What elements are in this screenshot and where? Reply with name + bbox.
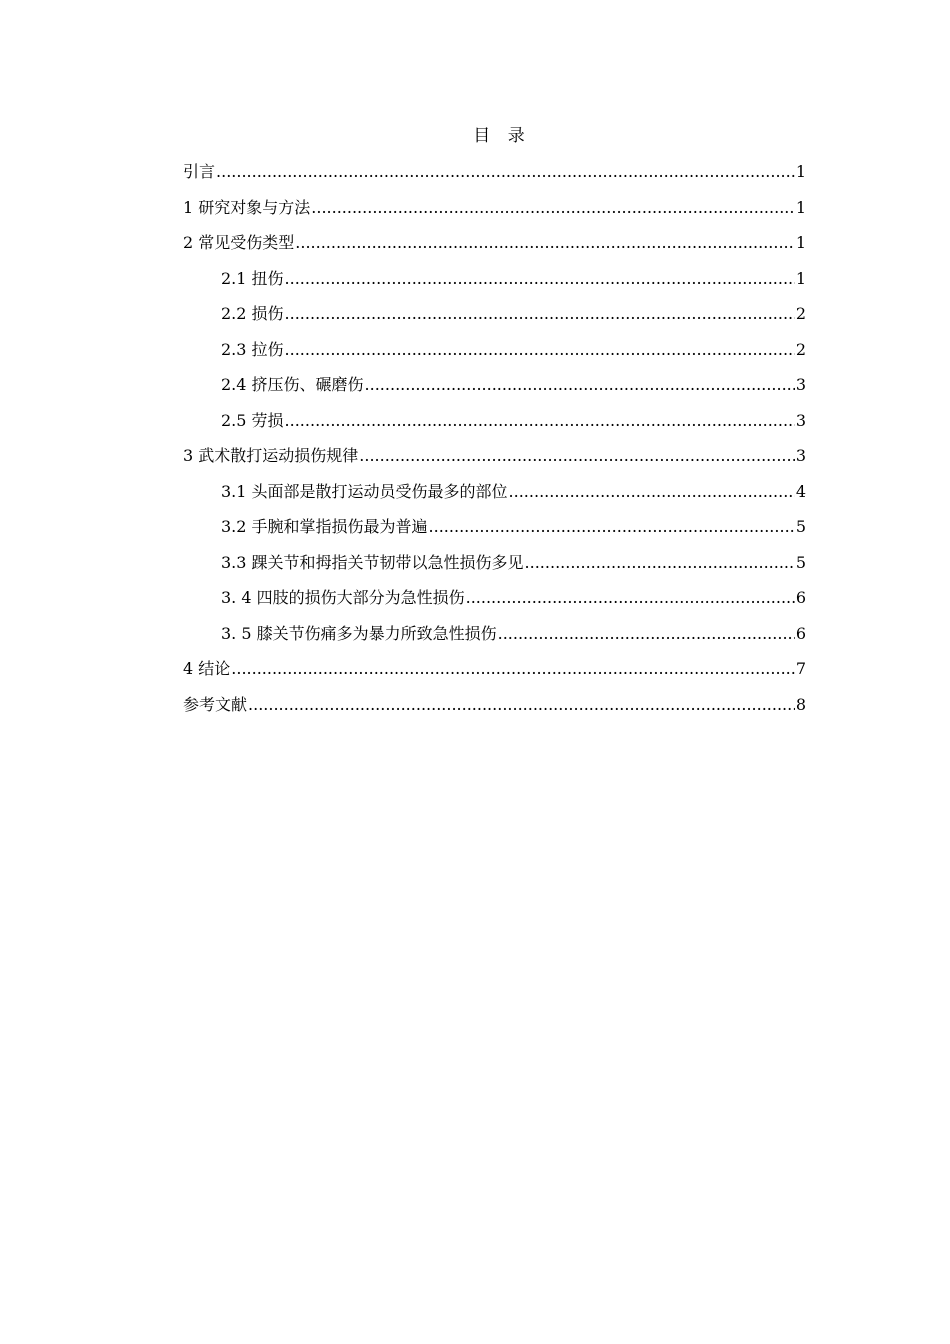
- toc-entry-label: 2.2 损伤: [221, 304, 284, 323]
- toc-entry-page: 3: [795, 446, 806, 465]
- toc-entry-page: 5: [795, 552, 806, 572]
- toc-dot-leader: [509, 478, 795, 506]
- toc-entry-page: 3: [795, 375, 806, 394]
- toc-entry-label: 3. 5 膝关节伤痛多为暴力所致急性损伤: [221, 623, 497, 643]
- toc-dot-leader: [429, 513, 795, 541]
- toc-entry-section-1[interactable]: [183, 194, 806, 230]
- toc-dot-leader: [285, 336, 795, 364]
- toc-entry-section-2-1[interactable]: [183, 265, 806, 301]
- toc-dot-leader: [466, 584, 795, 612]
- toc-entry-label: 2 常见受伤类型: [183, 233, 295, 252]
- toc-entry-references[interactable]: [183, 691, 806, 727]
- toc-entry-page: 2: [795, 339, 806, 359]
- toc-entry-page: 6: [795, 588, 806, 607]
- toc-entry-page: 1: [795, 233, 806, 252]
- toc-dot-leader: [285, 407, 795, 435]
- toc-dot-leader: [525, 549, 795, 577]
- toc-dot-leader: [285, 265, 795, 293]
- toc-dot-leader: [216, 158, 795, 186]
- toc-entry-intro[interactable]: [183, 158, 806, 194]
- toc-entry-page: 8: [795, 694, 806, 714]
- table-of-contents: [183, 158, 806, 726]
- toc-dot-leader: [248, 691, 795, 719]
- toc-entry-label: 2.5 劳损: [221, 410, 284, 430]
- toc-entry-label: 1 研究对象与方法: [183, 197, 311, 217]
- toc-entry-section-2-2[interactable]: [183, 300, 806, 336]
- toc-entry-section-3-2[interactable]: [183, 513, 806, 549]
- toc-entry-label: 2.1 扭伤: [221, 268, 284, 288]
- toc-entry-page: 1: [795, 162, 806, 181]
- toc-dot-leader: [285, 300, 795, 328]
- toc-dot-leader: [359, 442, 795, 470]
- toc-entry-page: 1: [795, 197, 806, 217]
- toc-entry-label: 引言: [183, 162, 216, 181]
- toc-dot-leader: [498, 620, 795, 648]
- toc-entry-page: 2: [795, 304, 806, 323]
- toc-entry-section-3-1[interactable]: [183, 478, 806, 514]
- toc-entry-section-3-4[interactable]: [183, 584, 806, 620]
- toc-entry-section-2-4[interactable]: [183, 371, 806, 407]
- toc-entry-page: 3: [795, 410, 806, 430]
- toc-entry-section-2-3[interactable]: [183, 336, 806, 372]
- toc-dot-leader: [365, 371, 795, 399]
- toc-entry-section-4[interactable]: [183, 655, 806, 691]
- toc-dot-leader: [295, 229, 795, 257]
- toc-entry-label: 3.2 手腕和掌指损伤最为普遍: [221, 517, 428, 536]
- toc-entry-section-2-5[interactable]: [183, 407, 806, 443]
- toc-title: 目 录: [473, 126, 531, 146]
- toc-entry-section-3-3[interactable]: [183, 549, 806, 585]
- toc-entry-label: 3.1 头面部是散打运动员受伤最多的部位: [221, 481, 508, 501]
- toc-dot-leader: [231, 655, 795, 683]
- toc-entry-section-2[interactable]: [183, 229, 806, 265]
- toc-entry-page: 4: [795, 481, 806, 501]
- toc-entry-label: 2.4 挤压伤、碾磨伤: [221, 375, 364, 394]
- toc-entry-page: 5: [795, 517, 806, 536]
- toc-entry-section-3[interactable]: [183, 442, 806, 478]
- toc-entry-label: 3. 4 四肢的损伤大部分为急性损伤: [221, 588, 465, 607]
- toc-entry-page: 1: [795, 268, 806, 288]
- toc-entry-page: 6: [795, 623, 806, 643]
- toc-entry-label: 2.3 拉伤: [221, 339, 284, 359]
- toc-dot-leader: [311, 194, 795, 222]
- toc-entry-label: 3.3 踝关节和拇指关节韧带以急性损伤多见: [221, 552, 524, 572]
- toc-entry-label: 参考文献: [183, 694, 248, 714]
- toc-entry-label: 3 武术散打运动损伤规律: [183, 446, 359, 465]
- toc-entry-label: 4 结论: [183, 659, 231, 678]
- toc-entry-section-3-5[interactable]: [183, 620, 806, 656]
- toc-entry-page: 7: [795, 659, 806, 678]
